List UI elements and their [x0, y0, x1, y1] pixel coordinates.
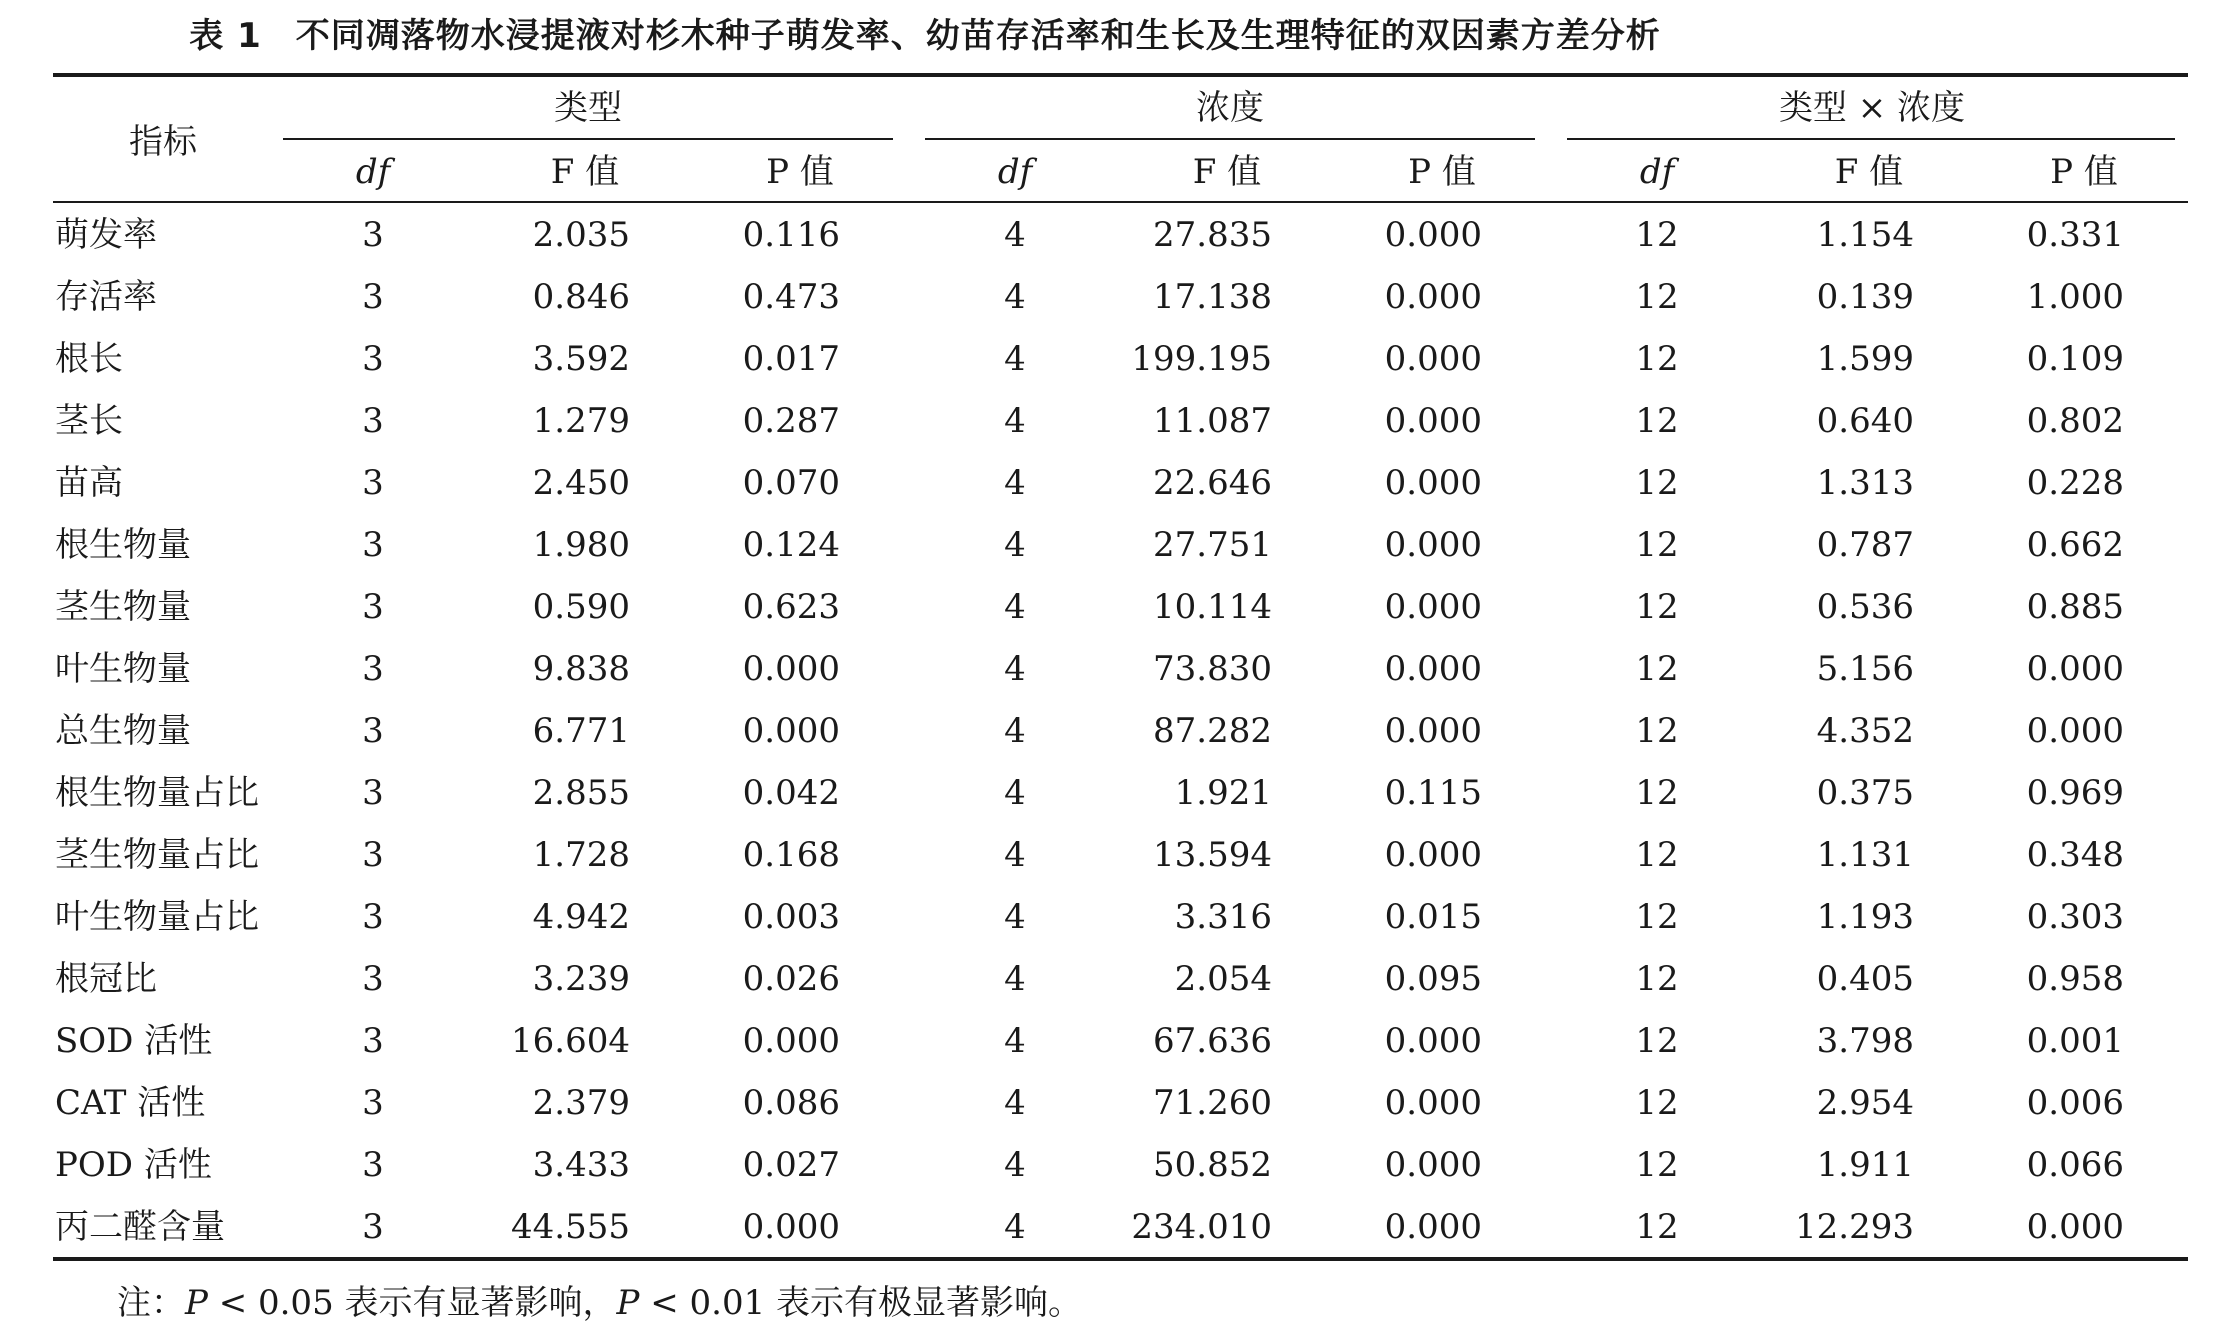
table-note [117, 1283, 1082, 1323]
type-df-cell: 3 [362, 1145, 384, 1185]
type-df-cell: 3 [362, 649, 384, 689]
type-df-cell: 3 [362, 401, 384, 441]
concentration-f-cell: 22.646 [1153, 463, 1272, 503]
concentration-p-cell: 0.000 [1384, 525, 1482, 565]
type-p-cell: 0.000 [742, 711, 840, 751]
type-df-cell: 3 [362, 897, 384, 937]
concentration-p-cell: 0.000 [1384, 649, 1482, 689]
concentration-p-cell: 0.000 [1384, 215, 1482, 255]
concentration-p-cell: 0.000 [1384, 401, 1482, 441]
concentration-df-cell: 4 [1004, 773, 1026, 813]
note-p-symbol: P [616, 1283, 640, 1323]
header-df: df [1639, 152, 1675, 192]
concentration-f-cell: 73.830 [1153, 649, 1272, 689]
table-row [0, 886, 2220, 948]
concentration-f-cell: 3.316 [1174, 897, 1272, 937]
interaction-f-cell: 1.131 [1816, 835, 1914, 875]
type-f-cell: 1.980 [532, 525, 630, 565]
type-p-cell: 0.070 [742, 463, 840, 503]
type-f-cell: 3.239 [532, 959, 630, 999]
interaction-p-cell: 0.228 [2026, 463, 2124, 503]
type-f-cell: 4.942 [532, 897, 630, 937]
interaction-df-cell: 12 [1635, 1207, 1679, 1247]
note-text-significant: < 0.05 表示有显著影响， [207, 1283, 617, 1323]
interaction-p-cell: 0.000 [2026, 1207, 2124, 1247]
concentration-df-cell: 4 [1004, 277, 1026, 317]
interaction-df-cell: 12 [1635, 773, 1679, 813]
interaction-p-cell: 0.066 [2026, 1145, 2124, 1185]
header-df: df [997, 152, 1033, 192]
interaction-df-cell: 12 [1635, 525, 1679, 565]
table-row [0, 700, 2220, 762]
row-label: 存活率 [55, 277, 157, 317]
header-p-value: P 值 [2050, 152, 2118, 192]
interaction-f-cell: 12.293 [1795, 1207, 1914, 1247]
concentration-f-cell: 1.921 [1174, 773, 1272, 813]
row-label: 茎生物量占比 [55, 835, 259, 875]
type-p-cell: 0.473 [742, 277, 840, 317]
concentration-p-cell: 0.000 [1384, 339, 1482, 379]
concentration-df-cell: 4 [1004, 1083, 1026, 1123]
interaction-f-cell: 0.375 [1816, 773, 1914, 813]
concentration-df-cell: 4 [1004, 711, 1026, 751]
concentration-df-cell: 4 [1004, 525, 1026, 565]
interaction-p-cell: 0.006 [2026, 1083, 2124, 1123]
table-row [0, 762, 2220, 824]
table-row [0, 576, 2220, 638]
header-f-value: F 值 [1834, 152, 1904, 192]
table-row [0, 638, 2220, 700]
row-label: SOD 活性 [55, 1021, 213, 1061]
concentration-f-cell: 10.114 [1153, 587, 1272, 627]
row-label: 茎长 [55, 401, 123, 441]
row-label: CAT 活性 [55, 1083, 206, 1123]
concentration-f-cell: 87.282 [1153, 711, 1272, 751]
note-prefix: 注： [117, 1283, 185, 1323]
concentration-df-cell: 4 [1004, 897, 1026, 937]
concentration-p-cell: 0.095 [1384, 959, 1482, 999]
type-f-cell: 1.728 [532, 835, 630, 875]
concentration-p-cell: 0.000 [1384, 1021, 1482, 1061]
type-f-cell: 3.433 [532, 1145, 630, 1185]
group-rule-type [283, 138, 893, 140]
concentration-f-cell: 67.636 [1153, 1021, 1272, 1061]
type-f-cell: 44.555 [511, 1207, 630, 1247]
type-p-cell: 0.168 [742, 835, 840, 875]
interaction-p-cell: 0.348 [2026, 835, 2124, 875]
type-p-cell: 0.086 [742, 1083, 840, 1123]
concentration-p-cell: 0.115 [1384, 773, 1482, 813]
row-label: 根生物量 [55, 525, 191, 565]
header-rule [53, 201, 2188, 203]
row-label: 根长 [55, 339, 123, 379]
concentration-p-cell: 0.000 [1384, 711, 1482, 751]
table-row [0, 390, 2220, 452]
row-label: POD 活性 [55, 1145, 212, 1185]
type-f-cell: 2.379 [532, 1083, 630, 1123]
type-df-cell: 3 [362, 1021, 384, 1061]
concentration-p-cell: 0.000 [1384, 1207, 1482, 1247]
table-row [0, 824, 2220, 886]
table-row [0, 328, 2220, 390]
interaction-df-cell: 12 [1635, 897, 1679, 937]
type-df-cell: 3 [362, 773, 384, 813]
type-df-cell: 3 [362, 1207, 384, 1247]
type-p-cell: 0.000 [742, 1207, 840, 1247]
note-text-highly-significant: < 0.01 表示有极显著影响。 [639, 1283, 1083, 1323]
row-label: 根生物量占比 [55, 773, 259, 813]
table-title: 不同凋落物水浸提液对杉木种子萌发率、幼苗存活率和生长及生理特征的双因素方差分析 [295, 16, 1661, 56]
type-df-cell: 3 [362, 711, 384, 751]
concentration-p-cell: 0.000 [1384, 1083, 1482, 1123]
concentration-df-cell: 4 [1004, 587, 1026, 627]
interaction-p-cell: 0.802 [2026, 401, 2124, 441]
interaction-p-cell: 0.000 [2026, 649, 2124, 689]
row-label: 苗高 [55, 463, 123, 503]
interaction-p-cell: 0.109 [2026, 339, 2124, 379]
type-f-cell: 2.450 [532, 463, 630, 503]
type-p-cell: 0.027 [742, 1145, 840, 1185]
type-f-cell: 0.846 [532, 277, 630, 317]
header-group-type: 类型 [554, 88, 622, 128]
type-df-cell: 3 [362, 959, 384, 999]
interaction-p-cell: 0.001 [2026, 1021, 2124, 1061]
header-index: 指标 [129, 122, 197, 162]
header-group-interaction: 类型 × 浓度 [1778, 88, 1966, 128]
type-df-cell: 3 [362, 277, 384, 317]
concentration-f-cell: 27.751 [1153, 525, 1272, 565]
concentration-df-cell: 4 [1004, 215, 1026, 255]
interaction-p-cell: 0.885 [2026, 587, 2124, 627]
interaction-f-cell: 1.193 [1816, 897, 1914, 937]
concentration-df-cell: 4 [1004, 1021, 1026, 1061]
type-f-cell: 3.592 [532, 339, 630, 379]
row-label: 叶生物量 [55, 649, 191, 689]
type-f-cell: 0.590 [532, 587, 630, 627]
concentration-f-cell: 27.835 [1153, 215, 1272, 255]
concentration-p-cell: 0.000 [1384, 1145, 1482, 1185]
row-label: 萌发率 [55, 215, 157, 255]
type-f-cell: 2.855 [532, 773, 630, 813]
interaction-df-cell: 12 [1635, 649, 1679, 689]
interaction-f-cell: 2.954 [1816, 1083, 1914, 1123]
interaction-df-cell: 12 [1635, 463, 1679, 503]
interaction-f-cell: 4.352 [1816, 711, 1914, 751]
header-p-value: P 值 [1408, 152, 1476, 192]
header-f-value: F 值 [1192, 152, 1262, 192]
interaction-f-cell: 5.156 [1816, 649, 1914, 689]
row-label: 茎生物量 [55, 587, 191, 627]
header-f-value: F 值 [550, 152, 620, 192]
concentration-f-cell: 50.852 [1153, 1145, 1272, 1185]
concentration-p-cell: 0.000 [1384, 835, 1482, 875]
interaction-f-cell: 0.787 [1816, 525, 1914, 565]
concentration-df-cell: 4 [1004, 401, 1026, 441]
table-row [0, 948, 2220, 1010]
header-group-concentration: 浓度 [1196, 88, 1264, 128]
concentration-f-cell: 199.195 [1131, 339, 1272, 379]
interaction-df-cell: 12 [1635, 215, 1679, 255]
concentration-p-cell: 0.015 [1384, 897, 1482, 937]
type-f-cell: 2.035 [532, 215, 630, 255]
concentration-f-cell: 11.087 [1153, 401, 1272, 441]
type-p-cell: 0.042 [742, 773, 840, 813]
interaction-p-cell: 0.958 [2026, 959, 2124, 999]
interaction-df-cell: 12 [1635, 1145, 1679, 1185]
type-df-cell: 3 [362, 215, 384, 255]
type-p-cell: 0.287 [742, 401, 840, 441]
interaction-p-cell: 0.662 [2026, 525, 2124, 565]
type-f-cell: 1.279 [532, 401, 630, 441]
type-p-cell: 0.124 [742, 525, 840, 565]
interaction-df-cell: 12 [1635, 401, 1679, 441]
top-rule [53, 73, 2188, 77]
concentration-df-cell: 4 [1004, 835, 1026, 875]
type-df-cell: 3 [362, 1083, 384, 1123]
type-p-cell: 0.000 [742, 1021, 840, 1061]
table-caption [0, 6, 1850, 66]
header-p-value: P 值 [766, 152, 834, 192]
row-label: 根冠比 [55, 959, 157, 999]
concentration-f-cell: 234.010 [1131, 1207, 1272, 1247]
group-rule-concentration [925, 138, 1535, 140]
interaction-f-cell: 3.798 [1816, 1021, 1914, 1061]
row-label: 叶生物量占比 [55, 897, 259, 937]
table-row [0, 514, 2220, 576]
interaction-f-cell: 1.313 [1816, 463, 1914, 503]
table-row [0, 266, 2220, 328]
concentration-f-cell: 13.594 [1153, 835, 1272, 875]
note-p-symbol: P [185, 1283, 208, 1323]
table-row [0, 204, 2220, 266]
concentration-df-cell: 4 [1004, 959, 1026, 999]
table-number: 表 1 [189, 16, 262, 56]
type-f-cell: 6.771 [532, 711, 630, 751]
interaction-p-cell: 0.969 [2026, 773, 2124, 813]
interaction-p-cell: 0.331 [2026, 215, 2124, 255]
type-f-cell: 9.838 [532, 649, 630, 689]
interaction-f-cell: 1.154 [1816, 215, 1914, 255]
row-label: 丙二醛含量 [55, 1207, 225, 1247]
table-row [0, 452, 2220, 514]
type-p-cell: 0.003 [742, 897, 840, 937]
concentration-df-cell: 4 [1004, 339, 1026, 379]
concentration-df-cell: 4 [1004, 1145, 1026, 1185]
interaction-df-cell: 12 [1635, 587, 1679, 627]
concentration-p-cell: 0.000 [1384, 587, 1482, 627]
interaction-p-cell: 0.000 [2026, 711, 2124, 751]
concentration-f-cell: 71.260 [1153, 1083, 1272, 1123]
type-f-cell: 16.604 [511, 1021, 630, 1061]
interaction-f-cell: 0.536 [1816, 587, 1914, 627]
concentration-f-cell: 2.054 [1174, 959, 1272, 999]
concentration-df-cell: 4 [1004, 463, 1026, 503]
concentration-f-cell: 17.138 [1153, 277, 1272, 317]
table-row [0, 1010, 2220, 1072]
interaction-df-cell: 12 [1635, 835, 1679, 875]
type-df-cell: 3 [362, 835, 384, 875]
interaction-p-cell: 1.000 [2026, 277, 2124, 317]
interaction-f-cell: 0.139 [1816, 277, 1914, 317]
interaction-df-cell: 12 [1635, 1021, 1679, 1061]
concentration-p-cell: 0.000 [1384, 277, 1482, 317]
interaction-df-cell: 12 [1635, 277, 1679, 317]
interaction-df-cell: 12 [1635, 339, 1679, 379]
interaction-f-cell: 1.911 [1816, 1145, 1914, 1185]
header-df: df [355, 152, 391, 192]
interaction-f-cell: 0.405 [1816, 959, 1914, 999]
table-row [0, 1072, 2220, 1134]
type-df-cell: 3 [362, 463, 384, 503]
type-p-cell: 0.017 [742, 339, 840, 379]
interaction-p-cell: 0.303 [2026, 897, 2124, 937]
type-df-cell: 3 [362, 587, 384, 627]
type-p-cell: 0.116 [742, 215, 840, 255]
concentration-df-cell: 4 [1004, 649, 1026, 689]
table-row [0, 1134, 2220, 1196]
type-p-cell: 0.000 [742, 649, 840, 689]
interaction-df-cell: 12 [1635, 1083, 1679, 1123]
concentration-p-cell: 0.000 [1384, 463, 1482, 503]
interaction-df-cell: 12 [1635, 711, 1679, 751]
table-row [0, 1196, 2220, 1258]
row-label: 总生物量 [55, 711, 191, 751]
interaction-f-cell: 0.640 [1816, 401, 1914, 441]
interaction-df-cell: 12 [1635, 959, 1679, 999]
type-p-cell: 0.623 [742, 587, 840, 627]
group-rule-interaction [1567, 138, 2175, 140]
type-df-cell: 3 [362, 339, 384, 379]
concentration-df-cell: 4 [1004, 1207, 1026, 1247]
type-df-cell: 3 [362, 525, 384, 565]
type-p-cell: 0.026 [742, 959, 840, 999]
interaction-f-cell: 1.599 [1816, 339, 1914, 379]
